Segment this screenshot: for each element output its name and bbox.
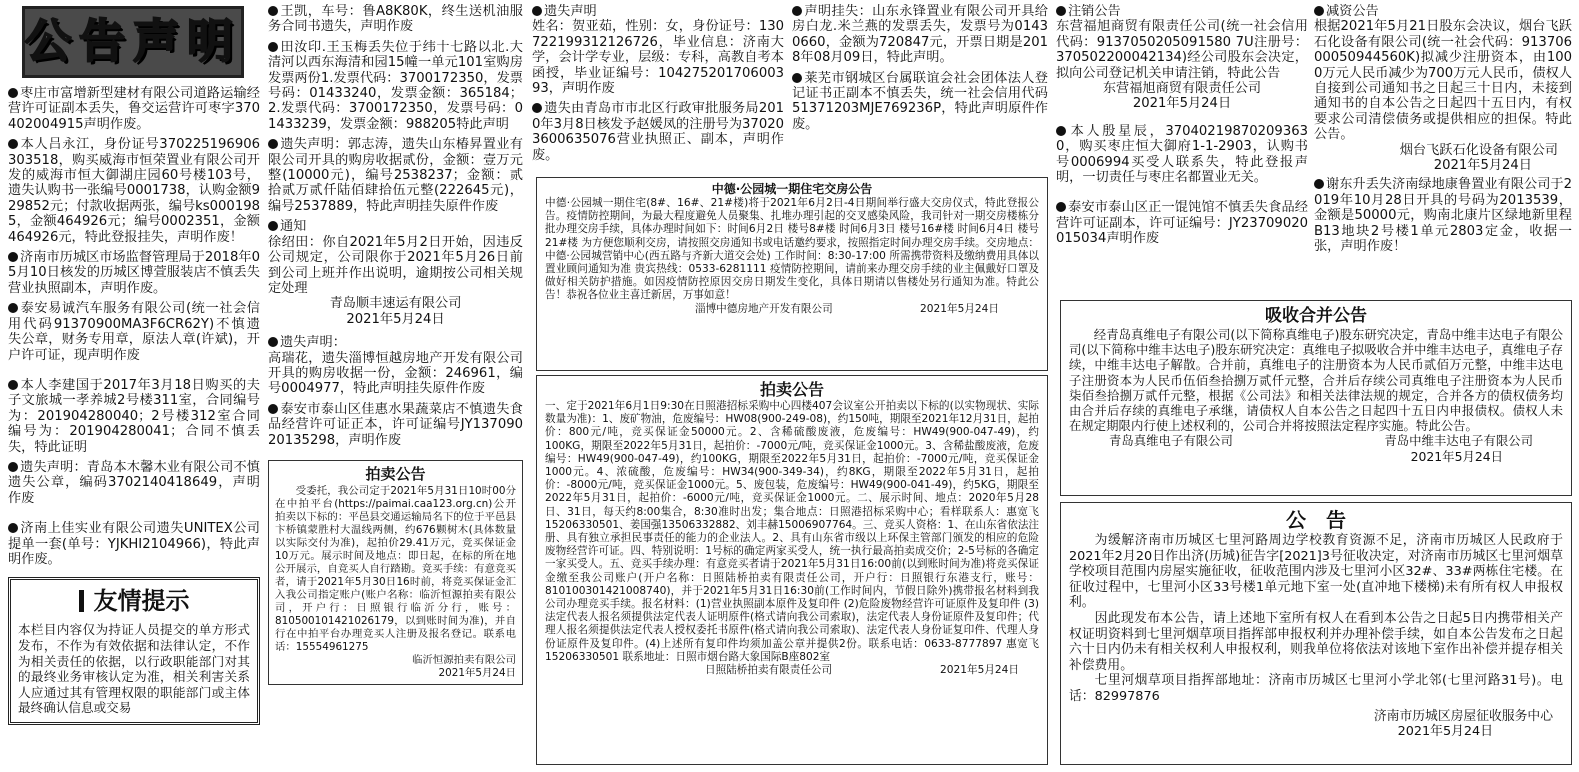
signature-company: 东营福旭商贸有限责任公司 bbox=[1102, 81, 1262, 97]
housing-company: 淄博中德房地产开发有限公司 bbox=[695, 302, 833, 315]
column-1 bbox=[8, 4, 260, 768]
auction-box-2 bbox=[536, 375, 1048, 765]
notice-item: 泰安易诚汽车服务有限公司(统一社会信用代码91370900MA3F6CR62Y)不慎遗失公章，财务专用章，原法人章(许斌)，开户许可证，现声明作废 bbox=[8, 301, 260, 363]
announcement-logo bbox=[22, 6, 244, 78]
signature-company: 青岛顺丰速运有限公司 bbox=[329, 296, 462, 312]
merger-title: 吸收合并公告 bbox=[1265, 306, 1367, 326]
signature-date: 2021年5月24日 bbox=[346, 311, 445, 327]
notice-item: 通知 徐绍田：你自2021年5月2日开始，因违反公司规定，公司限你于2021年5月26日前到公司上班并作出说明，逾期按公司相关规定处理 bbox=[268, 219, 523, 296]
notice-item: 本人殷星辰，370402198702093630，购买枣庄恒大御府1-1-2903，认购书号0006994买受人联系失，特此登报声明，一切责任与枣庄名都置业无关。 bbox=[1056, 123, 1308, 186]
column-5 bbox=[1056, 4, 1308, 304]
bullet-icon bbox=[268, 42, 278, 52]
notice-item: 泰安市泰山区正一馄饨馆不慎丢失食品经营许可证副本，许可证编号：JY23709020015034声明作废 bbox=[1056, 200, 1308, 247]
notice-item: 王凯，车号：鲁A8K80K，终生送机油服务合同书遗失，声明作废 bbox=[268, 4, 523, 35]
bullet-icon bbox=[268, 404, 278, 414]
notice-item: 济南上佳实业有限公司遗失UNITEX公司提单一套(单号：YJKHI2104966)，特此声明作废。 bbox=[8, 521, 260, 567]
friendly-tip-box bbox=[8, 577, 260, 725]
bullet-icon bbox=[8, 303, 18, 313]
bullet-icon bbox=[1056, 126, 1066, 136]
bullet-icon bbox=[268, 337, 278, 347]
bullet-icon bbox=[268, 6, 278, 16]
title-bar-icon bbox=[79, 590, 84, 612]
auction-company: 临沂恒源拍卖有限公司 bbox=[412, 653, 516, 666]
notice-item: 遗失声明： 高瑞花，遗失淄博恒越房地产开发有限公司开具的购房收据一份，金额：246961，编号0004977，特此声明挂失原件作废 bbox=[268, 335, 523, 397]
notice-item: 遗失声明 姓名：贺亚茹，性别：女，身份证号：130722199312126726，毕业信息：济南大学，会计学专业，层级：专科，高教自考本函授，毕业证编号：10427520170600393，声明作废 bbox=[532, 4, 784, 97]
housing-body: 中德·公园城一期住宅(8#、16#、21#楼)将于2021年6月2日-4日期间举行盛大交房仪式，特此登报公告。疫情防控期间，为最大程度避免人员聚集、扎堆办理引起的交叉感染风险，我司针对一期交房楼栋分批办理交房手续，具体办理时间如下：时间6月2日 楼号8#楼 时间6月3日 楼号16#楼 时间6月4日 楼号21#楼 为方便您顺利交房，请按照交房通知书或电话邀约要求，按照指定时间办理交房手续。交房地点：中德·公园城营销中心(西五路与齐新大道交会处) 工作时间：8:30-17:00 所需携带资料及缴纳费用具体以置业顾问通知为准 贵宾热线：0533-6281111 疫情防控期间，请前来办理交房手续的业主佩戴好口罩及做好相关防护措施。如因疫情防控原因交房日期发生变化，具体日期请以售楼处另行通知为准。特此公告！恭祝各位业主喜迁新居，万事如意！ bbox=[545, 197, 1039, 302]
notice-item: 遗失声明：郭志涛，遗失山东椿昇置业有限公司开具的购房收据贰份，金额：壹万元整(10000元)，编号2538237；金额：贰拾贰万贰仟陆佰肆拾伍元整(222645元)，编号2537889，特此声明挂失原件作废 bbox=[268, 137, 523, 214]
notice-company: 济南市历城区房屋征收服务中心 bbox=[1373, 708, 1553, 724]
housing-date: 2021年5月24日 bbox=[920, 302, 999, 315]
friendly-tip-text: 本栏目内容仅为持证人员提交的单方形式发布，不作为有效依据和法律认定，不作为相关责任的依据，以行政职能部门对其的最终业务审核认定为准，相关利害关系人应通过其有管理权限的职能部门或主体最终确认信息或交易 bbox=[18, 622, 250, 716]
notice-body-1: 为缓解济南市历城区七里河路周边学校教育资源不足，济南市历城区人民政府于2021年2月20日作出济(历城)征告字[2021]3号征收决定，对济南市历城区七里河烟草学校项目范围内房屋实施征收，征收范围内涉及七里河小区32#、33#两栋住宅楼。在征收过程中，七里河小区33号楼1单元地下室一处(直冲地下楼梯)未有所有权人申报权利。 bbox=[1069, 533, 1563, 611]
bullet-icon bbox=[8, 139, 18, 149]
notice-item: 遗失声明：青岛本木馨木业有限公司不慎遗失公章，编码3702140418649，声明作废 bbox=[8, 459, 260, 506]
bullet-icon bbox=[792, 6, 802, 16]
auction-body: 一、定于2021年6月1日9:30在日照港招标采购中心四楼407会议室公开拍卖以下标的(以实物现状、实际数量为准)：1、废矿物油，危废编号：HW08(900-249-08)，约150吨，期限至2021年12月31日，起拍价：800元/吨，竞买保证金50000元。2、含稀硫酸废液，危废编号：HW49(900-047-49)，约100KG，期限至2022年5月31日，起拍价：-7000元/吨，竞买保证金1000元。3、含稀盐酸废液，危废编号：HW49(900-047-49)，约100KG，期限至2022年5月31日，起拍价：-7000元/吨，竞买保证金1000元。4、浓硫酸，危废编号：HW34(900-349-34)，约8KG，期限至2022年5月31日，起拍价：-8000元/吨，竞买保证金1000元。5、废包装，危废编号：HW49(900-041-49)，约5KG，期限至2022年5月31日，起拍价：-6000元/吨，竞买保证金1000元。二、展示时间、地点：2020年5月28日、31日，每天约8:00集合，8:30准时出发；集合地点：日照港招标采购中心；看样联系人：惠宽飞15206330501、姜国强13506332882、刘丰赫15006907764。三、竞买人资格：1、在山东省依法注册、具有独立承担民事责任的能力的企业法人。2、具有山东省市级以上环保主管部门颁发的相应的危险废物经营许可证。四、特别说明：1号标的确定两家买受人，统一执行最高拍卖成交价；2-5号标的各确定一家买受人。五、竞买手续办理：有意竞买者请于2021年5月31日16:00前(以到账时间为准)将竞买保证金缴至我公司账户(开户名称：日照陆桥拍卖有限责任公司，开户行：日照银行东港支行，账号：810100301421008740)，并于2021年5月31日16:30前(工作时间内，节假日除外)携带报名材料到我公司办理竞买手续。报名材料：(1)营业执照副本原件及复印件 (2)危险废物经营许可证原件及复印件 (3)法定代表人报名须提供法定代表人证明原件(格式请向我公司索取)，法定代表人身份证原件及复印件；代理人报名须提供法定代表人授权委托书原件(格式请向我公司索取)、法定代表人身份证复印件、代理人身份证原件及复印件。(4)上述所有复印件均须加盖公章并提供2份。联系电话：0633-8777897 惠宽飞15206330501 联系地址：日照市烟台路大象国际B座802室 bbox=[545, 400, 1040, 663]
bullet-icon bbox=[268, 139, 278, 149]
bullet-icon bbox=[1056, 202, 1066, 212]
signature-company: 烟台飞跃石化设备有限公司 bbox=[1399, 142, 1558, 158]
notice-item: 本人李建国于2017年3月18日购买的夫子文旅城一孝养城2号楼311室，合同编号为：201904280040；2号楼312室合同编号为：201904280041；合同不慎丢失，特此证明 bbox=[8, 377, 260, 455]
auction-body: 受委托，我公司定于2021年5月31日10时00分在中拍平台(https://paimai.caa123.org.cn)公开拍卖以下标的：平邑县交通运输局名下的位于平邑县卞桥镇蒙胜村大温线两侧，约676颗树木(具体数量以实际交付为准)，起拍价29.41万元，竞买保证金10万元。展示时间及地点：即日起，在标的所在地公开展示，自竞买人自行踏勘。竞买手续：有意竞买者，请于2021年5月30日16时前，将竞买保证金汇入我公司指定账户(账户名称：临沂恒源拍卖有限公司，开户行：日照银行临沂分行，账号：810500101421026179，以到账时间为准)，并自行在中拍平台办理竞买人注册及报名登记。联系电话：15554961275 bbox=[275, 484, 516, 653]
auction-company: 日照陆桥拍卖有限责任公司 bbox=[705, 664, 833, 677]
column-6 bbox=[1314, 4, 1572, 304]
bullet-icon bbox=[8, 252, 18, 262]
logo-text: 公告声明 bbox=[25, 14, 241, 69]
bullet-icon bbox=[1056, 6, 1066, 16]
bullet-icon bbox=[792, 73, 802, 83]
merger-company-2: 青岛中维丰达电子有限公司 bbox=[1384, 433, 1533, 449]
column-4 bbox=[792, 4, 1048, 174]
bullet-icon bbox=[8, 523, 18, 533]
notice-item: 莱芜市钢城区台属联谊会社会团体法人登记证书正副本不慎丢失，统一社会信用代码51371203MJE769236P，特此声明原件作废。 bbox=[792, 70, 1048, 132]
notice-item: 注销公告 东营福旭商贸有限责任公司(统一社会信用代码：9137050205091580 7U注册号：370502200042134)经公司股东会决定，拟向公司登记机关申请注销，特此公告 bbox=[1056, 4, 1308, 81]
notice-item: 田汝印.王玉梅丢失位于纬十七路以北.大清河以西东海清和园15幢一单元101室购房发票两份1.发票代码：3700172350，发票号码：01433240，发票金额：365184；2.发票代码：3700172350，发票号码：01433239，发票金额：988205特此声明 bbox=[268, 39, 523, 132]
bullet-icon bbox=[8, 462, 18, 472]
bullet-icon bbox=[1314, 6, 1324, 16]
notice-date: 2021年5月24日 bbox=[1397, 724, 1493, 740]
signature-date: 2021年5月24日 bbox=[1132, 96, 1232, 112]
auction-date: 2021年5月24日 bbox=[940, 664, 1019, 677]
signature-date: 2021年5月24日 bbox=[1433, 158, 1532, 174]
friendly-tip-title: 友情提示 bbox=[18, 586, 250, 616]
merger-date: 2021年5月24日 bbox=[1410, 448, 1503, 464]
notice-item: 减资公告 根据2021年5月21日股东会决议，烟台飞跃石化设备有限公司(统一社会代码：91370600050944560K)拟减少注册资本，由1000万元人民币减少为700万元人民币，债权人自接到公司通知书之日起三十日内，未接到通知书的自本公告之日起四十五日内，有权要求公司清偿债务或提供相应的担保。特此公告。 bbox=[1314, 4, 1572, 143]
notice-item: 谢东升丢失济南绿地康鲁置业有限公司于2019年10月28日开具的号码为2013539，金额是50000元，购南北康片区绿地新里程B13地块2号楼1单元2803定金，收据一张，声明作废！ bbox=[1314, 177, 1572, 255]
housing-title: 中德·公园城一期住宅交房公告 bbox=[711, 182, 873, 196]
auction-date: 2021年5月24日 bbox=[438, 666, 516, 679]
bullet-icon bbox=[8, 88, 18, 98]
notice-item: 济南市历城区市场监督管理局于2018年05月10日核发的历城区博萱服装店不慎丢失营业执照副本，声明作废。 bbox=[8, 250, 260, 296]
bullet-icon bbox=[8, 380, 18, 390]
notice-title: 公 告 bbox=[1286, 508, 1346, 532]
notice-item: 枣庄市富增新型建材有限公司道路运输经营许可证副本丢失，鲁交运营许可枣字370402004915声明作废。 bbox=[8, 86, 260, 132]
notice-item: 遗失由青岛市市北区行政审批服务局2010年3月8日核发予赵媛凤的注册号为370203600635076营业执照正、副本，声明作废。 bbox=[532, 101, 784, 163]
notice-item: 声明挂失：山东永锋置业有限公司开具给房白龙.米兰燕的发票丢失，发票号为01430660，金额为720847元，开票日期是2018年08月09日，特此声明。 bbox=[792, 4, 1048, 66]
auction-box-1 bbox=[268, 460, 523, 685]
notice-body-3: 七里河烟草项目指挥部地址：济南市历城区七里河小学北邻(七里河路31号)。电话：82997876 bbox=[1069, 673, 1563, 704]
merger-notice-box bbox=[1060, 300, 1572, 496]
merger-body: 经青岛真维电子有限公司(以下简称真维电子)股东研究决定，青岛中维丰达电子有限公司(以下简称中维丰达电子)股东研究决定：真维电子拟吸收合并中维丰达电子，真维电子存续，中维丰达电子解散。合并前，真维电子的注册资本为人民币贰佰万元整，中维丰达电子注册资本为人民币伍佰叁拾捌万贰仟元整，合并后存续公司真维电子注册资本为人民币柒佰叁拾捌万贰仟元整，根据《公司法》和相关法律法规的规定，合并各方的债权债务均由合并后存续的真维电子承继，请债权人自本公告之日起四十五日内申报债权。债权人未在规定期限内行使上述权利的，公司合并将按照法定程序实施。特此公告。 bbox=[1069, 327, 1563, 434]
notice-item: 本人吕永江，身份证号370225196906303518，购买威海市恒荣置业有限公司开发的威海市恒大御湖庄园60号楼103号，遗失认购书一张编号0001738，认购金额929852元；付款收据两张，编号ks0001985，金额464926元；编号0002351，金额464926元，特此登报挂失，声明作废！ bbox=[8, 137, 260, 245]
expropriation-notice-box bbox=[1060, 502, 1572, 765]
bullet-icon bbox=[532, 6, 542, 16]
notice-item: 泰安市泰山区佳惠水果蔬菜店不慎遗失食品经营许可证正本，许可证编号JY13709020135298，声明作废 bbox=[268, 401, 523, 448]
column-2 bbox=[268, 4, 523, 768]
merger-company-1: 青岛真维电子有限公司 bbox=[1109, 433, 1233, 449]
bullet-icon bbox=[268, 221, 278, 231]
notice-body-2: 因此现发布本公告，请上述地下室所有权人在看到本公告之日起5日内携带相关产权证明资料到七里河烟草项目指挥部申报权利并办理补偿手续，如自本公告发布之日起六十日内仍未有相关权利人申报权利，则我单位将依法对该地下室作出补偿并提存相关补偿费用。 bbox=[1069, 610, 1563, 673]
bullet-icon bbox=[532, 103, 542, 113]
housing-notice-box bbox=[536, 177, 1048, 371]
auction-title: 拍卖公告 bbox=[759, 380, 824, 399]
bullet-icon bbox=[1314, 179, 1324, 189]
auction-title: 拍卖公告 bbox=[365, 464, 426, 483]
